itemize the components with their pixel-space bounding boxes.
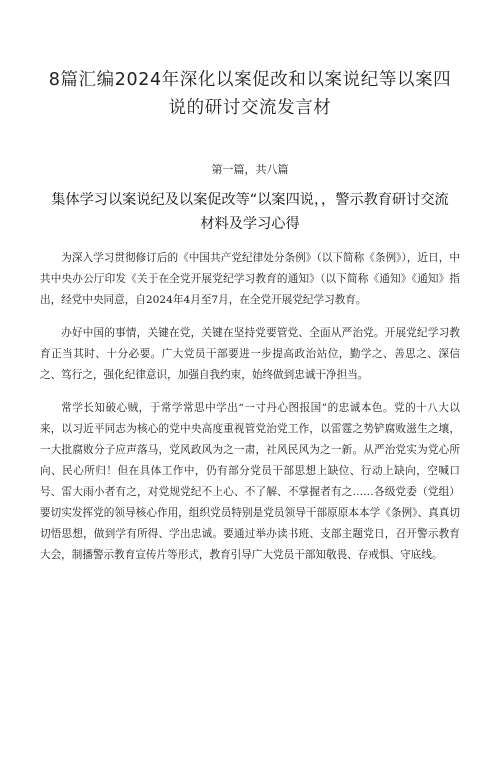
body-paragraph-3: 常学长知破心贼，于常学常思中学出“一寸丹心图报国”的忠诚本色。党的十八大以来，以习近平同志为核心的党中央高度重视管党治党工作，以雷霆之势铲腐败滋生之壤，一大批腐败分子应声落马，党风政风为之一肃，社风民风为之一新。从严治党实为党心所向、民心所归！但在具体工作中，仍有部分党员干部思想上缺位、行动上缺向，空喊口号、雷大雨小者有之，对党规党纪不上心、不了解、不掌握者有之……各级党委（党组）要切实发挥党的领导核心作用，组织党员特别是党员领导干部原原本本学《条例》、真真切切悟思想，做到学有所得、学出忠诚。要通过举办读书班、支部主题党日，召开警示教育大会，制播警示教育宣传片等形式，教育引导广大党员干部知敬畏、存戒惧、守底线。 — [40, 401, 460, 561]
document-title — [40, 66, 460, 122]
section-heading: 集体学习以案说纪及以案促改等“以案四说，，警示教育研讨交流材料及学习心得 — [51, 192, 449, 232]
document-page — [0, 66, 500, 773]
body-paragraph-2: 办好中国的事情，关键在党，关键在坚持党要管党、全面从严治党。开展党纪学习教育正当其时、十分必要。广大党员干部要进一步提高政治站位，勤学之、善思之、深信之、笃行之，强化纪律意识，加强自我约束，始终做到忠诚干净担当。 — [40, 326, 460, 381]
document-title-line-2: 说的研讨交流发言材 — [168, 98, 332, 118]
document-title-line-1: 8篇汇编2024年深化以案促改和以案说纪等以案四 — [48, 70, 452, 90]
section-label: 第一篇，共八篇 — [211, 163, 289, 176]
body-paragraph-1: 为深入学习贯彻修订后的《中国共产党纪律处分条例》（以下简称《条例》），近日，中共中央办公厅印发《关于在全党开展党纪学习教育的通知》（以下简称《通知》《通知》指出，经党中央同意，自2024年4月至7月，在全党开展党纪学习教育。 — [40, 251, 460, 306]
